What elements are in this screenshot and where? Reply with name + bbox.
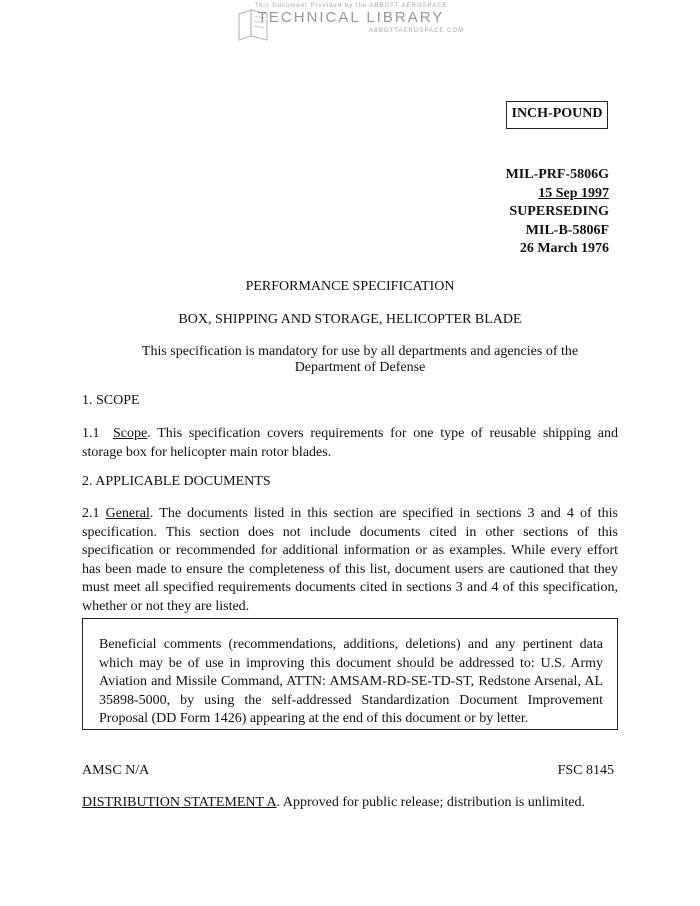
amsc-code: AMSC N/A [82, 763, 150, 778]
spec-type-heading: PERFORMANCE SPECIFICATION [245, 279, 455, 294]
comments-notice-box [82, 618, 618, 730]
distribution-statement [82, 795, 585, 811]
distribution-label: DISTRIBUTION STATEMENT A [82, 795, 277, 810]
paragraph-text: . This specification covers requirements for one type of reusable shipping and storage box for helicopter main rotor blades. [82, 426, 619, 460]
mandatory-statement-line2: Department of Defense [294, 360, 426, 375]
document-identifier [506, 166, 609, 259]
fsc-code: FSC 8145 [557, 763, 614, 778]
paragraph-1-1 [82, 425, 618, 462]
watermark-header [232, 2, 472, 46]
paragraph-2-1 [82, 505, 618, 616]
document-date: 15 Sep 1997 [538, 185, 609, 201]
watermark-library-title: TECHNICAL LIBRARY [257, 9, 445, 26]
superseded-date: 26 March 1976 [519, 241, 609, 256]
watermark-provider-text: This Document Provided by the ABBOTT AEROSPACE [254, 3, 448, 9]
inch-pound-box: INCH-POUND [506, 101, 608, 129]
superseded-number: MIL-B-5806F [525, 222, 609, 238]
superseding-label: SUPERSEDING [509, 204, 609, 219]
watermark-website: ABBOTTAEROSPACE.COM [368, 28, 464, 34]
section-2-heading: 2. APPLICABLE DOCUMENTS [82, 474, 271, 489]
comments-notice-text: Beneficial comments (recommendations, additions, deletions) and any pertinent data which may be of use in improving this document should be addressed to: U.S. Army Aviation and Missile Command, ATTN: AMSAM-RD-SE-TD-ST, Redstone Arsenal, AL 35898-5000, by using the self-addressed Standardization Document Improvement Proposal (DD Form 1426) appearing at the end of this document or by letter. [99, 637, 603, 726]
mandatory-statement-line1: This specification is mandatory for use by all departments and agencies of the [141, 344, 579, 359]
paragraph-label: Scope [112, 426, 148, 441]
distribution-text: . Approved for public release; distribution is unlimited. [276, 795, 585, 810]
paragraph-label: General [105, 506, 150, 521]
paragraph-number: 2.1 [82, 506, 100, 521]
document-title: BOX, SHIPPING AND STORAGE, HELICOPTER BLADE [178, 312, 522, 327]
paragraph-text: . The documents listed in this section are specified in sections 3 and 4 of this specification. This section does not include documents cited in other sections of this specification or recommended for additional information or as examples. While every effort has been made to ensure the completeness of this list, document users are cautioned that they must meet all specified requirements documents cited in sections 3 and 4 of this specification, whether or not they are listed. [82, 506, 618, 614]
section-1-heading: 1. SCOPE [82, 393, 140, 408]
paragraph-number: 1.1 [82, 426, 100, 441]
document-number: MIL-PRF-5806G [505, 167, 609, 182]
